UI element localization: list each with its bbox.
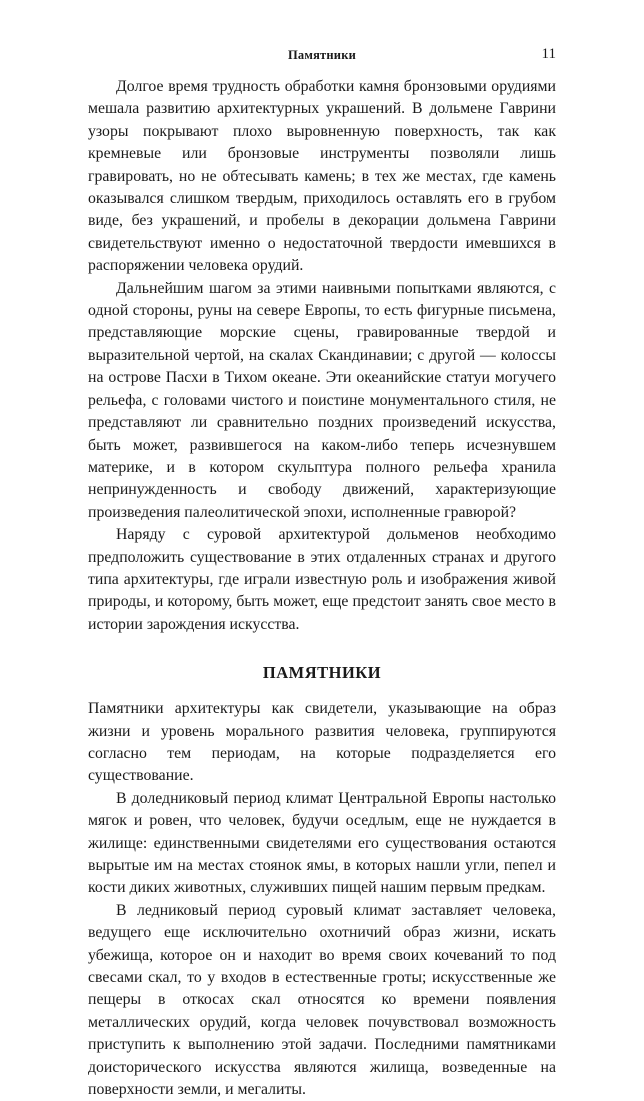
body-paragraph-2: Дальнейшим шагом за этими наивными попытками являются, с одной стороны, руны на севере Европы, то есть фигурные письмена, представляющие морские сцены, гравированные твердой и выразительной чертой, на скалах Скандинавии; с другой — колоссы на острове Пасхи в Тихом океане. Эти океанийские статуи могучего рельефа, с головами чистого и поистине монументального стиля, не представляют ли сравнительно поздних произведений искусства, быть может, развившегося на каком-либо теперь исчезнувшем материке, и в котором скульптура полного рельефа хранила непринужденность и свободу движений, характеризующие произведения палеолитической эпохи, исполненные гравюрой? xyxy=(88,279,556,521)
running-title: Памятники xyxy=(288,48,356,62)
section-paragraph-2: В доледниковый период климат Центральной Европы настолько мягок и ровен, что человек, будучи оседлым, еще не нуждается в жилище: единственными свидетелями его существования остаются вырытые им на местах стоянок ямы, в которых нашли угли, пепел и кости диких животных, служивших пищей нашим первым предкам. xyxy=(88,789,556,897)
body-paragraph-1: Долгое время трудность обработки камня бронзовыми орудиями мешала развитию архитектурных украшений. В дольмене Гаврини узоры покрывают плохо выровненную поверхность, так как кремневые или бронзовые инструменты позволяли лишь гравировать, но не обтесывать камень; в тех же местах, где камень оказывался слишком твердым, приходилось оставлять его в грубом виде, без украшений, и пробелы в декорации дольмена Гаврини свидетельствуют именно о недостаточной твердости имевшихся в распоряжении человека орудий. xyxy=(88,78,556,275)
running-header xyxy=(88,48,556,68)
section-heading: ПАМЯТНИКИ xyxy=(262,663,382,683)
section-paragraph-1: Памятники архитектуры как свидетели, указывающие на образ жизни и уровень морального развития человека, группируются согласно тем периодам, на которые подразделяется его существование. xyxy=(88,700,556,785)
page-number: 11 xyxy=(541,46,556,62)
page-body xyxy=(88,76,556,1101)
section-paragraph-3: В ледниковый период суровый климат заставляет человека, ведущего еще исключительно охотничий образ жизни, искать убежища, которое он и находит во время своих кочеваний то под свесами скал, то у входов в естественные гроты; искусственные же пещеры в откосах скал относятся ко времени появления металлических орудий, когда человек почувствовал возможность приступить к выполнению этой задачи. Последними памятниками доисторического искусства являются жилища, возведенные на поверхности земли, и мегалиты. xyxy=(88,901,556,1099)
body-paragraph-3: Наряду с суровой архитектурой дольменов необходимо предположить существование в этих отдаленных странах и другого типа архитектуры, где играли известную роль и изображения живой природы, и которому, быть может, еще предстоит занять свое место в истории зарождения искусства. xyxy=(88,526,556,633)
